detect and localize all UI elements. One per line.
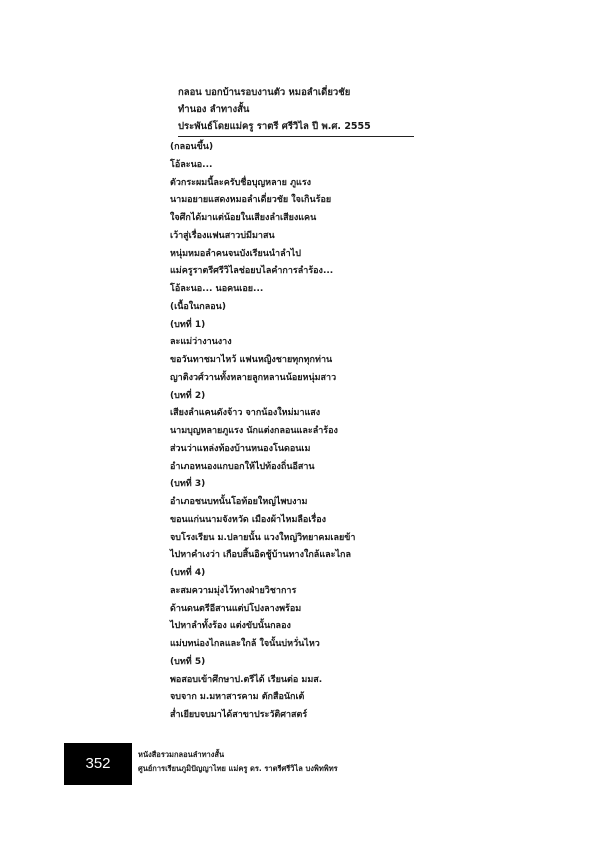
poem-line: (กลอนขึ้น) [170, 142, 214, 152]
poem-line: (เนื้อในกลอน) [170, 301, 226, 312]
poem-line: ด้านดนตรีอีสานแต่บ่โปงลางพร้อม [170, 603, 302, 614]
poem-line: ขอนแก่นนามจังหวัด เมืองผ้าไหมลือเรื่อง [170, 514, 327, 525]
publisher-name: ศูนย์การเรียนภูมิปัญญาไทย แม่ครู ดร. ราตรีศรีวิไล บงพิทพิทร [138, 764, 338, 773]
poem-line: ขอวันทาชมาไหว้ แฟนหญิงชายทุกทุกท่าน [170, 355, 333, 365]
poem-line: จบโรงเรียน ม.ปลายนั้น แวงใหญ่วิทยาคมเลยข้า [170, 532, 356, 543]
book-title: หนังสือรวมกลอนลำทางสั้น [138, 750, 225, 759]
poem-line: เสียงลำแคนดังจ้าว จากน้องใหม่มาแสง [170, 408, 321, 419]
poem-line: ตัวกระผมนี้ละครับชื่อบุญหลาย ภูแรง [170, 177, 312, 188]
header-divider [178, 136, 414, 137]
poem-line: จบจาก ม.มหาสารคาม ตักสือนักเต้ [170, 692, 305, 703]
poem-line: อำเภอหนองแกบอกให้ไปท้องถิ่นอีสาน [170, 461, 315, 472]
poem-line: ส่วนว่าแหล่งท้องบ้านหนองโนดอนเม [170, 443, 311, 454]
page-number: 352 [85, 755, 111, 772]
poem-line: (บทที่ 2) [170, 390, 206, 401]
poem-line: (บทที่ 4) [170, 568, 206, 578]
poem-line: ไปหาคำเงว่า เกือบสิ้นอิดชู้บ้านทางใกล้และไกล [170, 550, 351, 561]
poem-line: นามอยายแสดงหมอลำเดี่ยวชัย ใจเกินร้อย [170, 195, 332, 206]
poem-line: แม่ครูราตรีศรีวิไลช่อยบไลคำการลำร้อง... [170, 266, 334, 277]
poem-line: เว้าสู่เรื่องแฟนสาวบ่มีมาสน [170, 230, 275, 241]
poem-line: ใจศึกได้มาแต่น้อยในเสียงลำเสียงแคน [170, 213, 317, 223]
poem-line: แม่บทน่องไกลและใกล้ ใจนั้นบ่หวั่นไหว [170, 639, 320, 649]
page-footer [138, 748, 438, 776]
poem-title: กลอน บอกบ้านรอบงานตัว หมอลำเดี่ยวชัย [178, 87, 351, 98]
poem-line: นามบุญหลายภูแรง นักแต่งกลอนและลำร้อง [170, 426, 338, 436]
poem-line: โอ้ละนอ... นอคนเอย... [170, 284, 264, 294]
poem-author: ประพันธ์โดยแม่ครู ราตรี ศรีวิไล ปี พ.ศ. 2555 [178, 121, 371, 132]
poem-header [178, 84, 418, 135]
page-number-box [64, 743, 132, 785]
poem-line: โอ้ละนอ... [170, 159, 213, 170]
poem-line: หนุ่มหมอลำคนจนบังเรียนนำลำไป [170, 248, 301, 259]
poem-line: ส่ำเยียบจบมาได้สาขาประวัติศาสตร์ [170, 710, 308, 720]
poem-line: ญาติงวศ์วานทั้งหลายลูกหลานน้อยหนุ่มสาว [170, 372, 337, 383]
poem-line: อำเภอชนบทนั้นโอท้อยใหญ่ไพบงาม [170, 497, 308, 507]
poem-line: (บทที่ 3) [170, 479, 206, 490]
poem-line: ไปหาลำทั้งร้อง แต่งขับนั้นกลอง [170, 621, 291, 632]
poem-line: (บทที่ 1) [170, 319, 206, 330]
poem-line: ละสมความมุ่งไว้ทางฝ่ายวิชาการ [170, 585, 297, 596]
poem-line: (บทที่ 5) [170, 656, 206, 667]
poem-melody: ทำนอง ลำทางสั้น [178, 104, 250, 115]
poem-line: พอสอบเข้าศึกษาป.ตรีได้ เรียนต่อ มมส. [170, 674, 323, 685]
poem-body [170, 139, 430, 725]
poem-line: ละแม่ว่างานงาง [170, 337, 232, 348]
